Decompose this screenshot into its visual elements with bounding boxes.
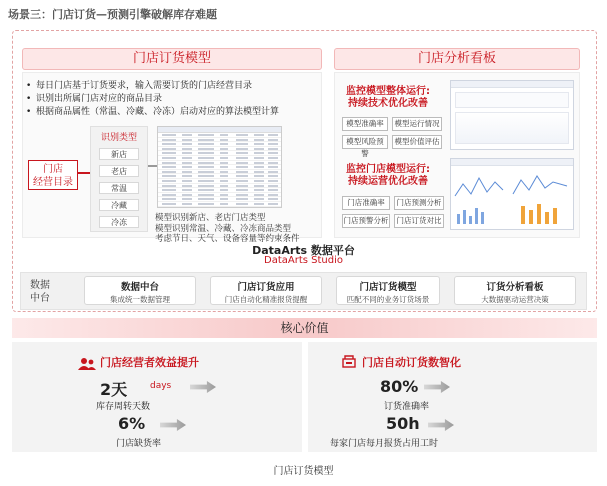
left-panel-title: 门店订货模型 (22, 48, 322, 70)
stockout-rate-value: 6% (118, 414, 146, 433)
connector-line (148, 165, 157, 167)
category-item-new: 新店 (99, 148, 139, 160)
data-label-line: 中台 (30, 293, 50, 304)
tag-store-compare: 门店订货对比 (394, 214, 444, 228)
tag-store-forecast: 门店预测分析 (394, 196, 444, 210)
service-order-app (210, 276, 322, 305)
scene-title: 场景三：门店订货—预测引擎破解库存难题 (8, 8, 217, 21)
monitor-store-title (338, 164, 438, 188)
model-notes (155, 213, 300, 245)
benefit-left-title: 门店经营者效益提升 (100, 356, 199, 369)
bullet-item: • 识别出所属门店对应的商品目录 (26, 93, 279, 106)
model-dashboard-screenshot (450, 80, 574, 150)
right-panel-title: 门店分析看板 (334, 48, 580, 70)
platform-studio: DataArts Studio (264, 255, 343, 266)
note-item: 模型识别新店、老店门店类型 (155, 213, 266, 223)
bullet-item: • 根据商品属性（常温、冷藏、冷冻）启动对应的算法模型计算 (26, 106, 279, 119)
service-title: 数据中台 (120, 282, 159, 293)
service-title: 门店订货模型 (359, 282, 417, 293)
bullet-item: • 每日门店基于订货要求，输入需要订货的门店经营目录 (26, 80, 279, 93)
monitor-store-title-line: 持续运营优化改善 (348, 176, 428, 187)
monitor-model-title-line: 持续技术优化改善 (348, 98, 428, 109)
service-order-model (336, 276, 440, 305)
data-label-line: 数据 (30, 280, 50, 291)
category-item-old: 老店 (99, 165, 139, 177)
service-title: 门店订货应用 (237, 282, 295, 293)
store-catalog-box (28, 160, 78, 190)
note-item: 考虑节日、天气、设备容量等约束条件 (155, 234, 300, 244)
order-hours-label: 每家门店每月报货占用工时 (330, 439, 439, 449)
turnover-days-unit: days (150, 381, 172, 391)
store-dashboard-screenshot (450, 158, 574, 230)
tag-model-risk: 模型风险预警 (342, 135, 388, 149)
people-icon (78, 355, 96, 367)
service-subtitle: 匹配不同的业务订货场景 (346, 295, 430, 304)
model-table-screenshot (157, 126, 282, 208)
store-catalog-label: 门店 经营目录 (33, 164, 73, 188)
order-accuracy-label: 订货准确率 (384, 402, 430, 412)
service-subtitle: 门店自动化精准报货提醒 (224, 295, 308, 304)
service-data-middle (84, 276, 196, 305)
stockout-rate-label: 门店缺货率 (116, 439, 162, 449)
category-item-ambient: 常温 (99, 182, 139, 194)
requirement-list (26, 80, 279, 119)
category-panel (90, 126, 148, 232)
tag-model-value: 模型价值评估 (392, 135, 442, 149)
tag-store-accuracy: 门店准确率 (342, 196, 390, 210)
turnover-days-value: 2天 (100, 380, 128, 399)
monitor-store-title-line: 监控门店模型运行: (346, 164, 430, 175)
category-item-frozen: 冷冻 (99, 216, 139, 228)
connector-line (78, 172, 90, 174)
category-title: 识别类型 (100, 133, 137, 143)
tag-model-status: 模型运行情况 (392, 117, 442, 131)
core-value-heading: 核心价值 (12, 318, 597, 338)
data-middle-label (30, 279, 50, 305)
tag-store-warning: 门店预警分析 (342, 214, 390, 228)
monitor-model-title-line: 监控模型整体运行: (346, 86, 430, 97)
order-hours-value: 50h (386, 414, 420, 433)
service-subtitle: 集成统一数据管理 (110, 295, 170, 304)
platform-name: DataArts 数据平台 (252, 244, 355, 257)
order-accuracy-value: 80% (380, 377, 419, 396)
benefit-right-title: 门店自动订货数智化 (362, 356, 461, 369)
category-item-chilled: 冷藏 (99, 199, 139, 211)
service-analysis-board (454, 276, 576, 305)
turnover-days-label: 库存周转天数 (96, 402, 151, 412)
monitor-model-title (338, 86, 438, 110)
service-subtitle: 大数据驱动运营决策 (481, 295, 549, 304)
note-item: 模型识别常温、冷藏、冷冻商品类型 (155, 223, 292, 234)
service-title: 订货分析看板 (486, 282, 544, 293)
auto-order-icon (342, 353, 356, 367)
store-dashboard-mini-charts (451, 166, 573, 228)
tag-model-accuracy: 模型准确率 (342, 117, 388, 131)
figure-caption: 门店订货模型 (273, 466, 334, 477)
table-row (158, 202, 281, 207)
